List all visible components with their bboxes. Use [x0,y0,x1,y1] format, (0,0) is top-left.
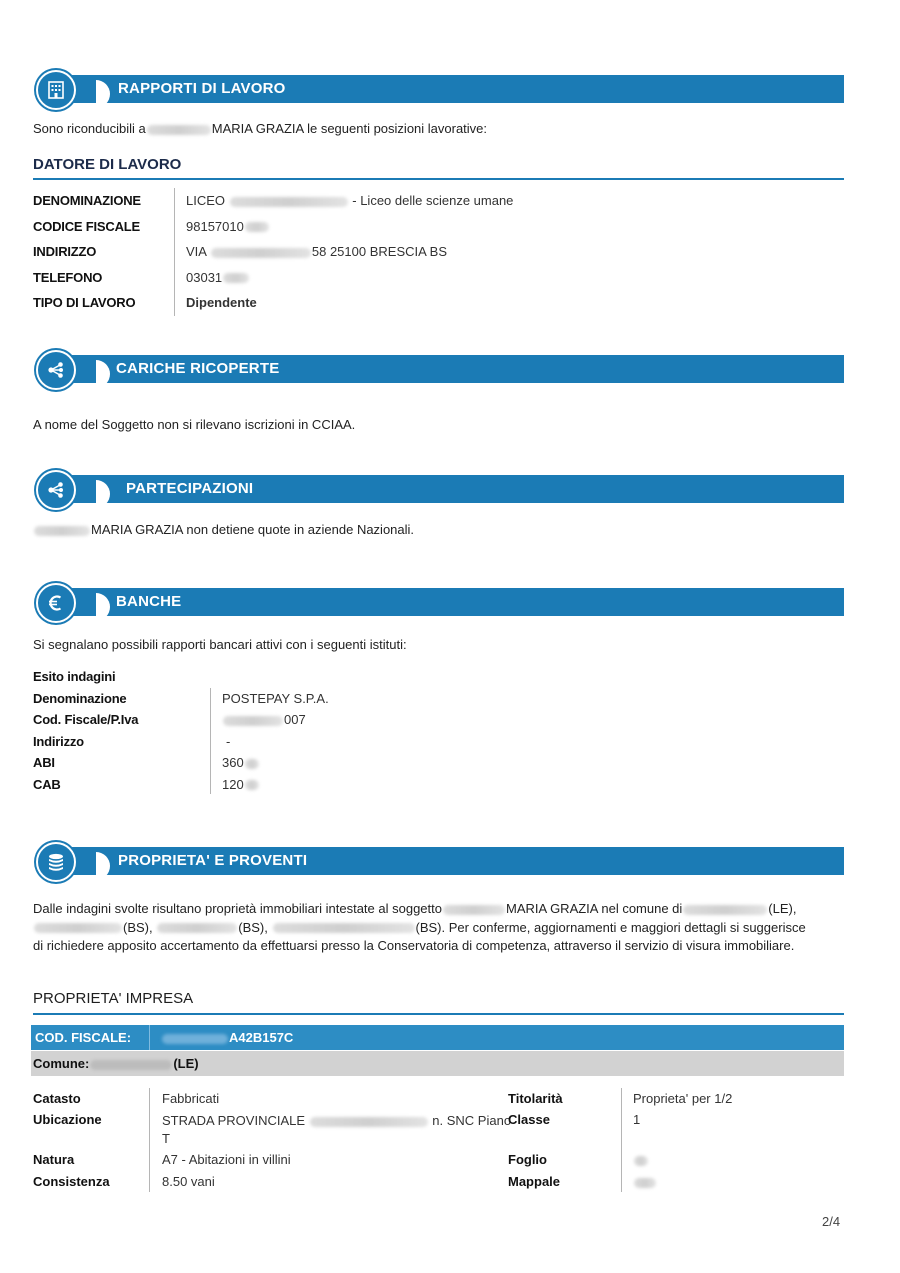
banche-intro: Si segnalano possibili rapporti bancari attivi con i seguenti istituti: [33,637,407,652]
label-classe: Classe [508,1112,550,1127]
section-header-banche [36,583,844,621]
divider [149,1088,150,1192]
section-title: BANCHE [116,593,182,610]
label-catasto: Catasto [33,1091,81,1106]
value-ubicazione: STRADA PROVINCIALE n. SNC Piano T [162,1113,512,1146]
label-telefono: TELEFONO [33,269,103,285]
divider [210,688,211,794]
label-mappale: Mappale [508,1174,561,1189]
section-header-cariche [36,350,844,388]
value-mappale [633,1174,657,1189]
row-cod-fiscale [31,1025,844,1050]
share-icon [36,350,76,390]
label-denominazione: DENOMINAZIONE [33,193,141,209]
value-denominazione: LICEO - Liceo delle scienze umane [186,193,514,209]
divider [174,188,175,316]
label-abi: ABI [33,755,55,771]
value-indirizzo: - [226,733,231,749]
datore-table [33,188,141,316]
cod-value: A42B157C [161,1030,293,1045]
value-catasto: Fabbricati [162,1091,220,1106]
impresa-title: PROPRIETA' IMPRESA [33,990,844,1015]
proprieta-text: Dalle indagini svolte risultano proprietà immobiliari intestate al soggetto MARIA GRAZIA nel comune di (LE), (BS), (BS), (BS). Per conferme, aggiornamenti e maggiori dettagli si suggerisce di richiedere apposito accertamento da effettuarsi presso la Conservatoria di competenza, attraverso il servizio di visura immobiliare. [33,901,806,953]
cod-label: COD. FISCALE: [35,1030,132,1045]
label-tipo-lavoro: TIPO DI LAVORO [33,295,136,311]
value-abi: 360 [222,755,260,770]
label-cod-fiscale: Cod. Fiscale/P.Iva [33,712,139,728]
section-title: RAPPORTI DI LAVORO [118,80,286,97]
section-title: PROPRIETA' E PROVENTI [118,852,308,869]
section-title: PARTECIPAZIONI [126,480,254,497]
section-header-rapporti [36,70,844,108]
value-classe: 1 [633,1112,641,1127]
cariche-text: A nome del Soggetto non si rilevano iscrizioni in CCIAA. [33,417,356,432]
share-icon [36,470,76,510]
value-codice-fiscale: 98157010 [186,219,270,234]
rapporti-intro: Sono riconducibili a MARIA GRAZIA le seguenti posizioni lavorative: [33,121,488,136]
label-denominazione: Denominazione [33,690,127,706]
label-foglio: Foglio [508,1152,547,1167]
row-comune [31,1051,844,1076]
partecipazioni-text: MARIA GRAZIA non detiene quote in aziende Nazionali. [33,522,414,537]
label-natura: Natura [33,1152,75,1167]
banche-table [33,666,138,795]
value-indirizzo: VIA 58 25100 BRESCIA BS [186,244,448,260]
euro-icon [36,583,76,623]
banche-values [222,688,329,796]
value-denominazione: POSTEPAY S.P.A. [222,690,329,706]
coins-icon [36,842,76,882]
label-ubicazione: Ubicazione [33,1112,102,1127]
label-indirizzo: INDIRIZZO [33,244,97,260]
value-consistenza: 8.50 vani [162,1174,215,1189]
label-esito: Esito indagini [33,669,116,685]
section-header-partecipazioni [36,470,844,508]
section-title: CARICHE RICOPERTE [116,360,280,377]
label-titolarita: Titolarità [508,1091,563,1106]
value-cod-fiscale: 007 [222,712,306,727]
value-tipo: Dipendente [186,295,257,311]
label-codice-fiscale: CODICE FISCALE [33,218,140,234]
datore-title: DATORE DI LAVORO [33,156,844,180]
value-telefono: 03031 [186,270,250,285]
value-natura: A7 - Abitazioni in villini [162,1152,291,1167]
value-cab: 120 [222,777,260,792]
value-foglio [633,1152,649,1167]
datore-values [186,188,513,316]
divider [621,1088,622,1192]
section-header-proprieta [36,842,844,880]
building-icon [36,70,76,110]
value-titolarita: Proprieta' per 1/2 [633,1091,733,1106]
label-consistenza: Consistenza [33,1174,110,1189]
page-number: 2/4 [822,1214,841,1229]
label-indirizzo: Indirizzo [33,733,84,749]
label-cab: CAB [33,776,61,792]
comune: Comune: (LE) [33,1056,199,1071]
